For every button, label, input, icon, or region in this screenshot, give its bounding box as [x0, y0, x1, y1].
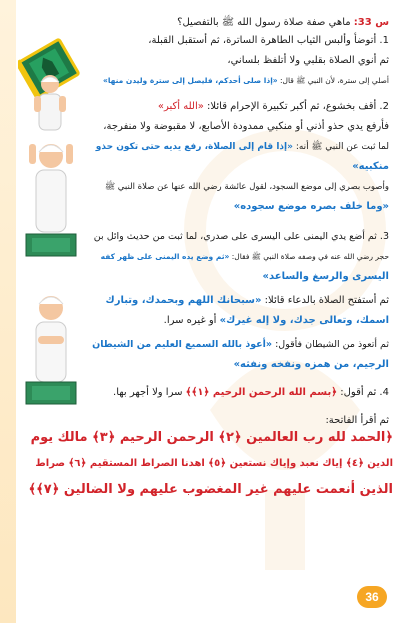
dua-quote: اسمك، وتعالى جدك، ولا إله غيرك» — [219, 315, 389, 326]
step-2-line-2: فأرفع يدي حذو أذني أو منكبي ممدودة الأصابع، لا مقبوضة ولا منفرجة، — [103, 121, 389, 132]
fatiha-line-1: ﴿الحمد لله رب العالمين ﴿٢﴾ الرحمن الرحيم ﴿٣﴾ مالك يوم — [30, 430, 393, 445]
step-2-line-4 — [352, 160, 389, 174]
istiadha-quote: الرجيم، من همزه ونفخه ونفثه» — [233, 359, 389, 370]
left-decorative-band — [0, 0, 16, 623]
step-3-line-3 — [263, 270, 389, 284]
step-1-line-2: ثم أنوي الصلاة بقلبي ولا أتلفظ بلساني، — [227, 55, 389, 66]
fatiha-intro: ثم أقرأ الفاتحة: — [325, 415, 389, 426]
step-3-line-7 — [234, 358, 389, 372]
step-3-line-6: ثم أتعوذ من الشيطان فأقول: «أعوذ بالله السميع العليم من الشيطان — [92, 339, 389, 350]
step-2-line-3: لما ثبت عن النبي ﷺ أنه: «إذا قام إلى الصلاة، رفع يديه حتى تكون حذو — [95, 142, 389, 152]
question-number: س 33: — [353, 17, 389, 28]
step-3-line-5: اسمك، وتعالى جدك، ولا إله غيرك» أو غيره سرا. — [163, 315, 389, 326]
hadith-quote: «إذا صلى أحدكم، فليصل إلى سترة وليدن منها» — [103, 76, 278, 85]
boy-standing-figure — [28, 72, 72, 132]
step-3-line-2: حجر رضي الله عنه في وصفه صلاة النبي ﷺ فقال: «ثم وضع يده اليمنى على ظهر كفه — [100, 252, 389, 261]
hadith-quote: «وما خلف بصره موضع سجوده» — [233, 201, 389, 212]
step-4-line-1: 4. ثم أقول: ﴿بسم الله الرحمن الرحيم ﴿١﴾﴾ سرا ولا أجهر بها. — [113, 387, 389, 398]
hadith-quote: منكبيه» — [352, 161, 389, 172]
takbir-quote: «الله أكبر» — [157, 101, 204, 112]
step-1-line-1: 1. أتوضأ وألبس الثياب الطاهرة الساترة، ثم أستقبل القبلة، — [148, 35, 389, 46]
question-line — [177, 16, 389, 30]
dua-quote: «سبحانك اللهم وبحمدك، وتبارك — [105, 295, 262, 306]
istiadha-quote: «أعوذ بالله السميع العليم من الشيطان — [92, 339, 273, 350]
hadith-quote: «ثم وضع يده اليمنى على ظهر كفه — [100, 252, 230, 261]
boy-takbir-figure — [20, 134, 82, 266]
question-text: ماهي صفة صلاة رسول الله ﷺ بالتفصيل؟ — [177, 17, 351, 28]
fatiha-line-3: الذين أنعمت عليهم غير المغضوب عليهم ولا الضالين ﴿٧﴾﴾ — [28, 482, 393, 497]
step-1-line-3: أصلي إلى سترة، لأن النبي ﷺ قال: «إذا صلى أحدكم، فليصل إلى سترة وليدن منها» — [103, 76, 389, 85]
basmala-quote: ﴿بسم الله الرحمن الرحيم ﴿١﴾﴾ — [185, 387, 338, 398]
boy-hands-folded-figure — [20, 286, 82, 414]
step-2-line-1: 2. أقف بخشوع، ثم أكبر تكبيرة الإحرام قائلا: «الله أكبر» — [157, 101, 389, 112]
step-2-line-5: وأصوب بصري إلى موضع السجود، لقول عائشة رضي الله عنها عن صلاة النبي ﷺ — [104, 182, 389, 192]
page-number-badge: 36 — [357, 586, 387, 608]
hadith-quote: اليسرى والرسغ والساعد» — [262, 271, 389, 282]
step-3-line-4: ثم أستفتح الصلاة بالدعاء قائلا: «سبحانك اللهم وبحمدك، وتبارك — [105, 295, 389, 306]
fatiha-line-2: الدين ﴿٤﴾ إياك نعبد وإياك نستعين ﴿٥﴾ اهدنا الصراط المستقيم ﴿٦﴾ صراط — [35, 458, 393, 469]
step-3-line-1: 3. ثم أضع يدي اليمنى على اليسرى على صدري، لما ثبت من حديث وائل بن — [93, 231, 389, 242]
hadith-quote: «إذا قام إلى الصلاة، رفع يديه حتى تكون حذو — [95, 142, 293, 152]
step-2-line-6 — [234, 200, 389, 214]
